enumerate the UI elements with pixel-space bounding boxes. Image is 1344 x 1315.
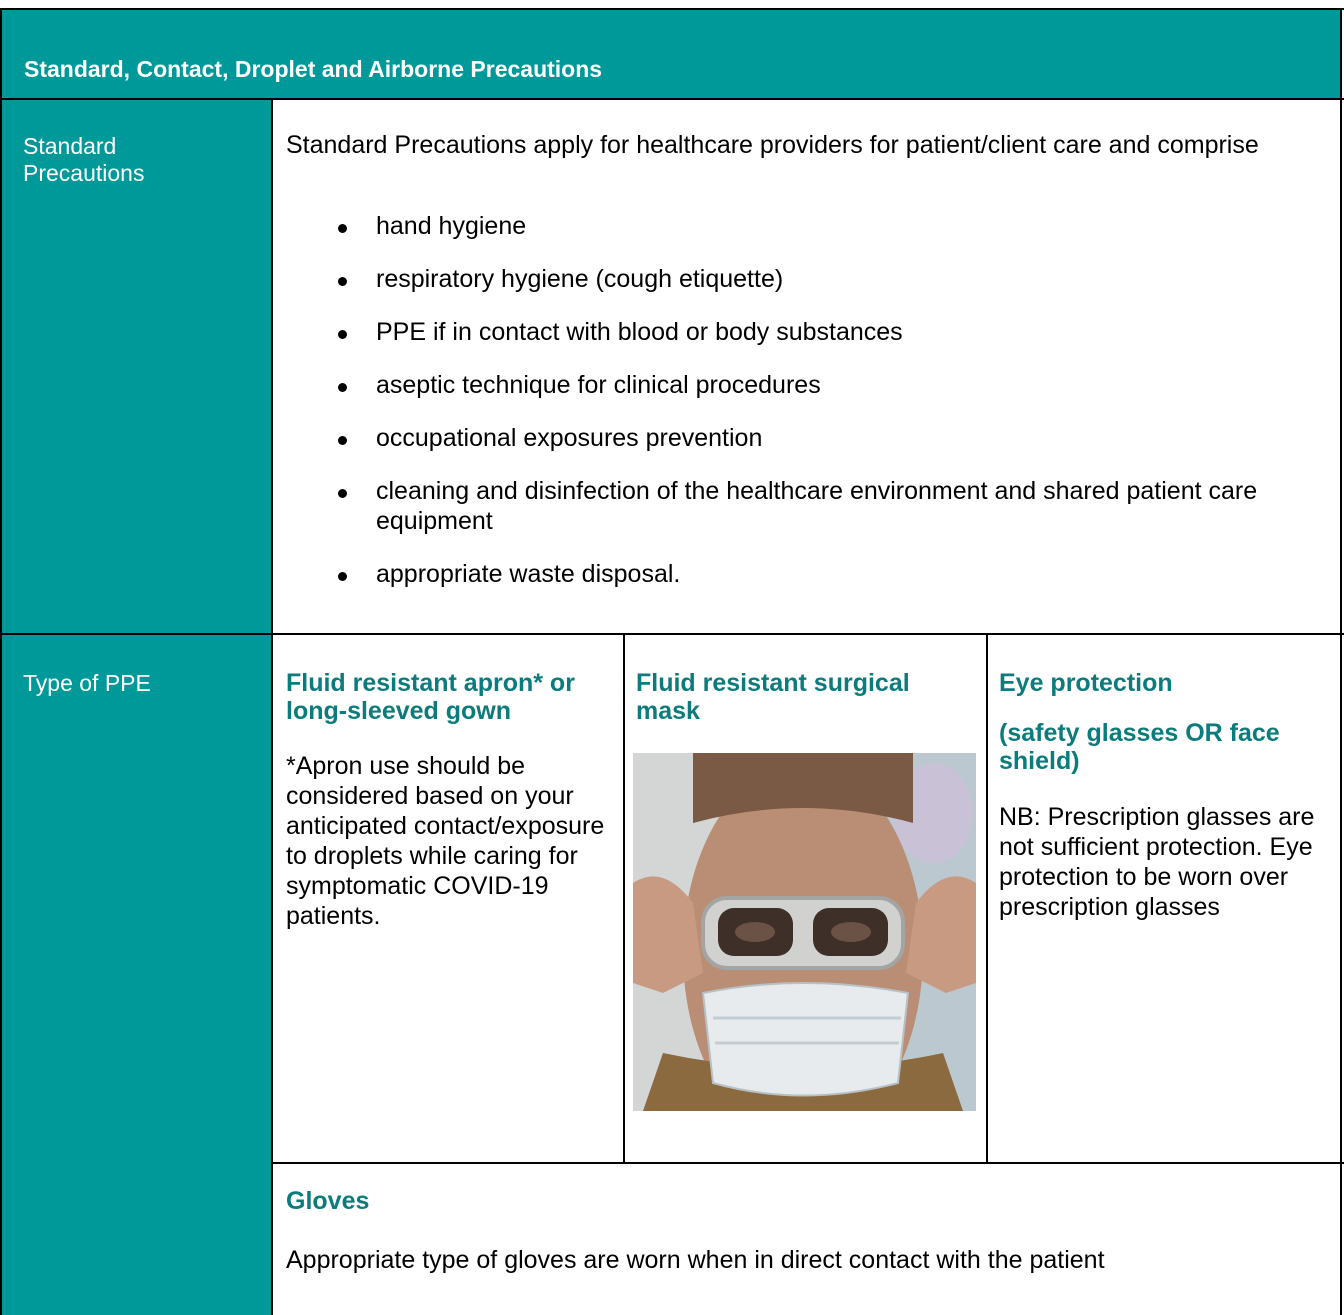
eye-protection-title: Eye protection	[999, 669, 1173, 697]
standard-precautions-list	[338, 211, 1286, 589]
border-left	[0, 8, 2, 1315]
eye-protection-subtitle: (safety glasses OR face shield)	[999, 719, 1280, 775]
apron-title: Fluid resistant apron* or long-sleeved gown	[286, 669, 575, 725]
ppe-label: Type of PPE	[23, 670, 151, 696]
border-col-mask	[986, 633, 988, 1163]
border-row-standard	[0, 633, 1344, 635]
left-label-column	[2, 100, 271, 1315]
border-top	[0, 8, 1344, 10]
list-item: respiratory hygiene (cough etiquette)	[338, 264, 1286, 294]
eye-protection-note: NB: Prescription glasses are not sufficient protection. Eye protection to be worn over prescription glasses	[999, 803, 1315, 921]
gloves-title: Gloves	[286, 1187, 370, 1215]
list-item: hand hygiene	[338, 211, 1286, 241]
border-label-column	[271, 98, 273, 1315]
border-header-bottom	[0, 98, 1344, 100]
list-item: aseptic technique for clinical procedures	[338, 370, 1286, 400]
mask-photo	[633, 753, 976, 1111]
list-item: PPE if in contact with blood or body substances	[338, 317, 1286, 347]
gloves-note: Appropriate type of gloves are worn when in direct contact with the patient	[286, 1246, 1105, 1274]
table-header	[2, 10, 1340, 98]
person-with-mask-and-goggles-image	[633, 753, 976, 1111]
list-item: cleaning and disinfection of the healthcare environment and shared patient care equipment	[338, 476, 1286, 536]
border-right	[1340, 8, 1342, 1315]
table-title: Standard, Contact, Droplet and Airborne Precautions	[24, 56, 603, 82]
list-item: occupational exposures prevention	[338, 423, 1286, 453]
standard-intro: Standard Precautions apply for healthcare providers for patient/client care and comprise	[286, 131, 1259, 159]
apron-note: *Apron use should be considered based on your anticipated contact/exposure to droplets while caring for symptomatic COVID-19 patients.	[286, 752, 605, 930]
border-col-apron	[623, 633, 625, 1163]
mask-title: Fluid resistant surgical mask	[636, 669, 910, 725]
list-item: appropriate waste disposal.	[338, 559, 1286, 589]
standard-precautions-label: Standard Precautions	[23, 133, 145, 186]
border-row-gloves	[271, 1162, 1344, 1164]
